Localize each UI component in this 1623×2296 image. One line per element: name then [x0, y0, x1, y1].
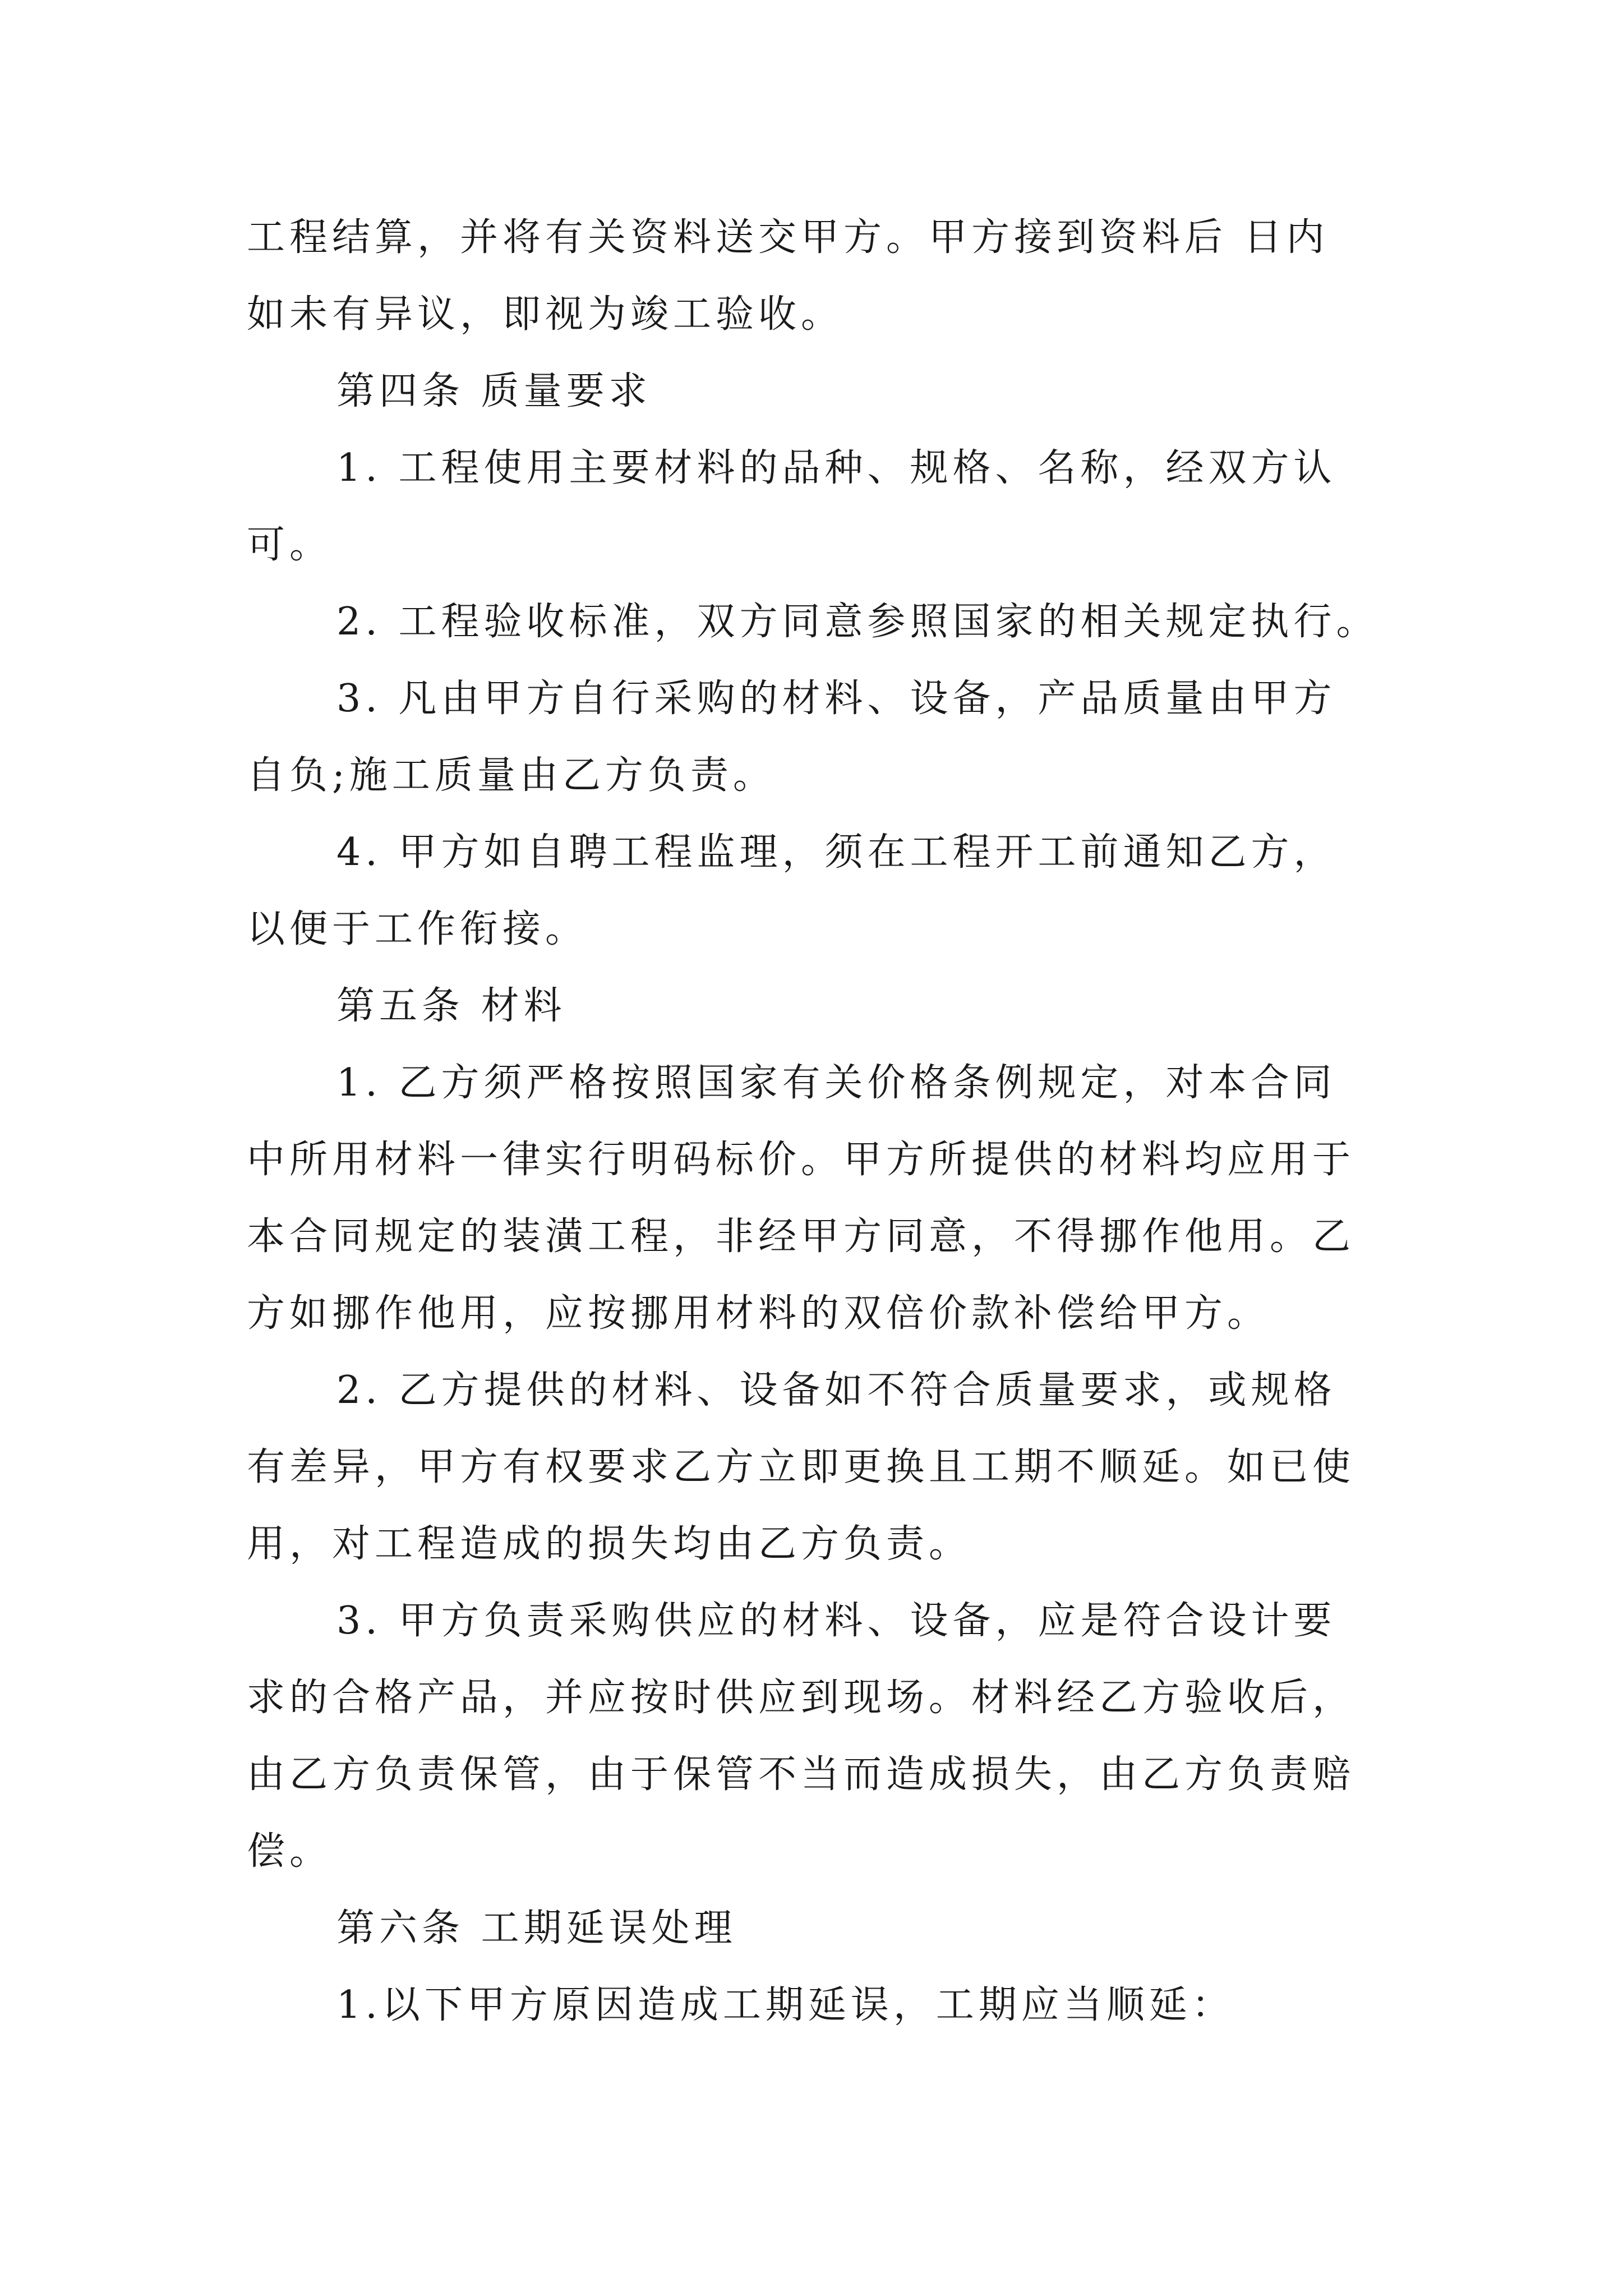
- document-body: [247, 199, 1402, 2044]
- text-line: 1. 乙方须严格按照国家有关价格条例规定，对本合同: [336, 1061, 1336, 1105]
- text-line: 2. 工程验收标准，双方同意参照国家的相关规定执行。: [336, 600, 1379, 644]
- text-line: 以便于工作衔接。: [247, 907, 588, 951]
- text-line: 中所用材料一律实行明码标价。甲方所提供的材料均应用于: [247, 1138, 1355, 1182]
- text-line: 1. 工程使用主要材料的品种、规格、名称，经双方认: [336, 446, 1336, 490]
- text-line: 方如挪作他用，应按挪用材料的双倍价款补偿给甲方。: [247, 1291, 1270, 1336]
- text-line: 求的合格产品，并应按时供应到现场。材料经乙方验收后，: [247, 1676, 1355, 1720]
- text-line: 4. 甲方如自聘工程监理，须在工程开工前通知乙方，: [336, 830, 1336, 875]
- text-line: 本合同规定的装潢工程，非经甲方同意，不得挪作他用。乙: [247, 1214, 1355, 1259]
- text-line: 有差异，甲方有权要求乙方立即更换且工期不顺延。如已使: [247, 1445, 1355, 1489]
- text-line: 自负;施工质量由乙方负责。: [247, 753, 776, 798]
- text-line: 由乙方负责保管，由于保管不当而造成损失，由乙方负责赔: [247, 1752, 1355, 1797]
- text-line: 偿。: [247, 1829, 333, 1874]
- section-heading: 第六条 工期延误处理: [336, 1906, 737, 1950]
- text-line: 3. 凡由甲方自行采购的材料、设备，产品质量由甲方: [336, 677, 1336, 721]
- section-heading: 第四条 质量要求: [336, 369, 652, 413]
- text-line: 工程结算，并将有关资料送交甲方。甲方接到资料后 日内: [247, 215, 1329, 260]
- text-line: 如未有异议，即视为竣工验收。: [247, 292, 844, 337]
- text-line: 3. 甲方负责采购供应的材料、设备，应是符合设计要: [336, 1599, 1336, 1643]
- text-line: 1.以下甲方原因造成工期延误，工期应当顺延：: [336, 1983, 1234, 2027]
- text-line: 可。: [247, 523, 333, 567]
- text-line: 2. 乙方提供的材料、设备如不符合质量要求，或规格: [336, 1368, 1336, 1412]
- section-heading: 第五条 材料: [336, 984, 566, 1028]
- text-line: 用，对工程造成的损失均由乙方负责。: [247, 1522, 972, 1566]
